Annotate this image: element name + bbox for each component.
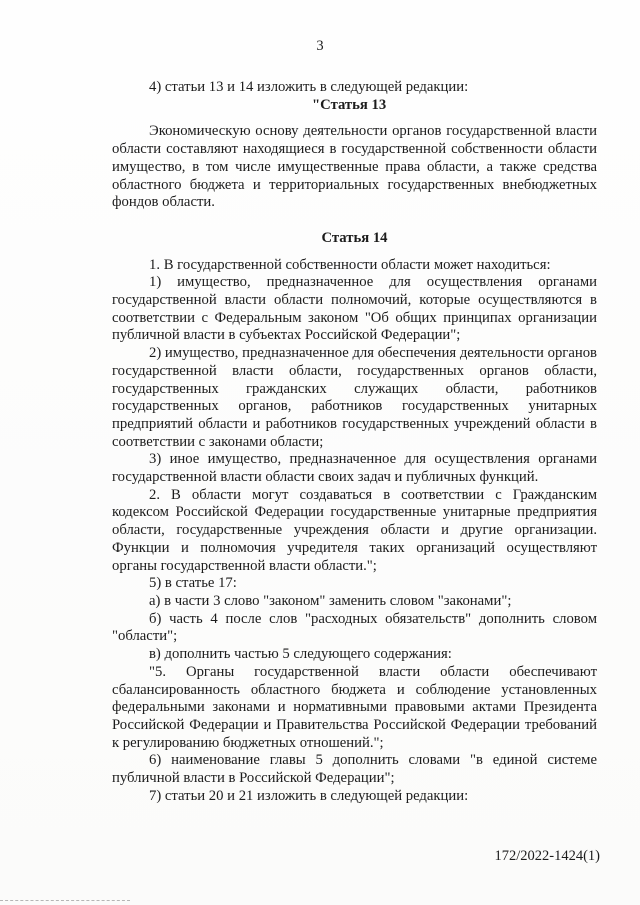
paragraph: 6) наименование главы 5 дополнить словами "в единой системе публичной власти в Российской Федерации"; (112, 752, 597, 787)
paragraph: 2) имущество, предназначенное для обеспечения деятельности органов государственной власти области, государственных органов области, государственных гражданских служащих области, работников государственных органов, работников государственных унитарных предприятий области и работников государственных учреждений области в соответствии с законами области; (112, 345, 597, 450)
paragraph: 1. В государственной собственности области может находиться: (149, 256, 551, 273)
paragraph: 5) в статье 17: (149, 575, 237, 592)
paragraph: б) часть 4 после слов "расходных обязательств" дополнить словом "области"; (112, 610, 597, 645)
paragraph: 7) статьи 20 и 21 изложить в следующей редакции: (149, 787, 469, 804)
paragraph: а) в части 3 слово "законом" заменить словом "законами"; (149, 592, 512, 609)
article-13-text: Экономическую основу деятельности органов государственной власти области составляют находящиеся в государственной собственности области имущество, в том числе имущественные права области, а также средства областного бюджета и территориальных государственных внебюджетных фондов области. (112, 123, 597, 211)
document-code: 172/2022-1424(1) (494, 848, 600, 864)
document-body (112, 79, 597, 805)
article-13-heading: "Статья 13 (312, 96, 387, 113)
amendment-intro: 4) статьи 13 и 14 изложить в следующей редакции: (149, 79, 469, 95)
paragraph: 1) имущество, предназначенное для осуществления органами государственной власти области полномочий, которые осуществляются в соответствии с Федеральным законом "Об общих принципах организации публичной власти в субъектах Российской Федерации"; (112, 274, 597, 344)
article-14-heading: Статья 14 (321, 229, 388, 246)
paragraph: 2. В области могут создаваться в соответствии с Гражданским кодексом Российской Федерации государственные унитарные предприятия области, государственные учреждения области и другие организации. Функции и полномочия учредителя таких организаций осуществляют органы государственной власти области."; (112, 486, 597, 574)
paragraph: 3) иное имущество, предназначенное для осуществления органами государственной власти области своих задач и публичных функций. (112, 451, 597, 486)
scan-edge-mark (0, 900, 130, 901)
paragraph: "5. Органы государственной власти области обеспечивают сбалансированность областного бюджета и соблюдение установленных федеральными законами и нормативными правовыми актами Президента Российской Федерации и Правительства Российской Федерации требований к регулированию бюджетных отношений."; (112, 663, 597, 751)
page-number: 3 (316, 38, 324, 54)
paragraph: в) дополнить частью 5 следующего содержания: (149, 646, 452, 663)
